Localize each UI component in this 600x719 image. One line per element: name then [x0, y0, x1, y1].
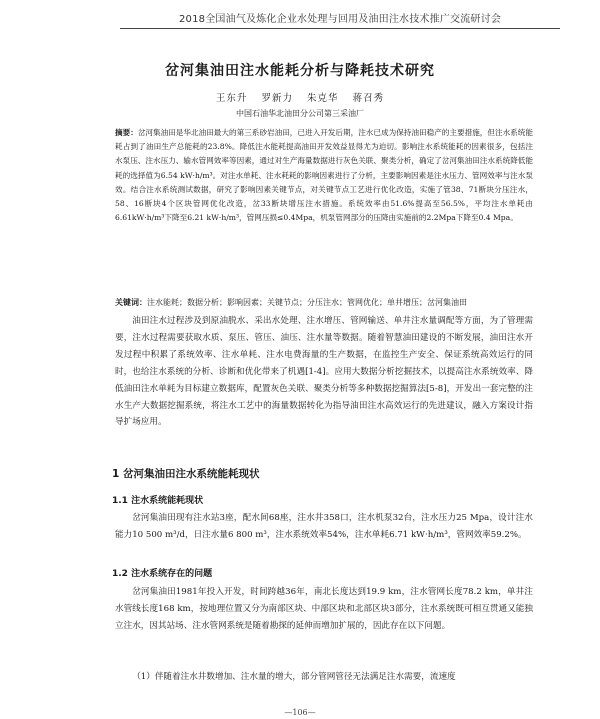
author: 王东升: [215, 93, 248, 104]
section-heading: 1 岔河集油田注水系统能耗现状: [112, 468, 260, 480]
author: 朱克华: [307, 93, 339, 104]
abstract-label: 摘要：: [115, 128, 138, 137]
keywords: [115, 296, 533, 310]
body-paragraph: 岔河集油田1981年投入开发，时间跨越36年，南北长度达到19.9 km，注水管网长度78.2 km，单井注水管线长度168 km，按地理位置又分为南部区块、中部区块和北部区块3部分，注水系统既可相互贯通又能独立注水，因其站场、注水管网系统是随着勘探的延伸而增加扩展的，因此存在以下问题。: [115, 587, 533, 631]
abstract-text: 岔河集油田是华北油田最大的第三系砂岩油田，已进入开发后期，注水已成为保持油田稳产的主要措施，但注水系统能耗占到了油田生产总能耗的23.8%。降低注水能耗提高油田开发效益显得尤为迫切。影响注水系统能耗的因素很多，包括注水泵压、注水压力、输水管网效率等因素，通过对生产海量数据进行灰色关联、聚类分析，确定了岔河集油田注水系统降低能耗的选择值为6.54 kW·h/m³。对注水单耗、注水耗耗的影响因素进行了分析，主要影响因素是注水压力、管网效率与注水泵效。结合注水系统测试数据，研究了影响因素关键节点，对关键节点工艺进行优化改造，实施了管38、71断块分压注水，58、16断块4个区块管网优化改造，岔33断块增压注水措施。系统效率由51.6%提高至56.5%，平均注水单耗由6.61kW·h/m³下降至6.21 kW·h/m³，管网压损≤0.4Mpa，机泵管网部分的压降由实施前的2.2Mpa下降至0.4 Mpa。: [115, 128, 534, 223]
keywords-text: 注水能耗；数据分析；影响因素；关键节点；分压注水；管网优化；单井增压；岔河集油田: [147, 298, 467, 307]
author: 罗新力: [261, 93, 293, 104]
affiliation: 中国石油华北油田分公司第三采油厂: [236, 109, 364, 118]
author: 蒋召秀: [352, 93, 385, 104]
body-paragraph: 岔河集油田现有注水站3座，配水间68座，注水井358口，注水机泵32台，注水压力25 Mpa，设计注水能力10 500 m³/d，日注水量6 800 m³，注水系统效率54%，注水单耗6.71 kW·h/m³，管网效率59.2%。: [115, 513, 533, 540]
keywords-label: 关键词：: [115, 298, 147, 307]
subsection-heading: 1.2 注水系统存在的问题: [112, 569, 213, 579]
intro-paragraph: 油田注水过程涉及到原油脱水、采出水处理、注水增压、管网输送、单井注水量调配等方面，为了管理需要，注水过程需要获取水质、泵压、管压、油压、注水量等数据。随着智慧油田建设的不断发展，油田注水开发过程中积累了系统效率、注水单耗、注水电费海量的生产数据，在监控生产安全、保证系统高效运行的同时，也给注水系统的分析、诊断和优化带来了机遇[1-4]。应用大数据分析挖掘技术，以提高注水系统效率、降低油田注水单耗为目标建立数据库，配置灰色关联、聚类分析等多种数据挖掘算法[5-8]，开发出一套完整的注水生产大数据挖掘系统，将注水工艺中的海量数据转化为指导油田注水高效运行的先进建议，融入方案设计指导扩场应用。: [115, 316, 533, 428]
subsection-heading: 1.1 注水系统能耗现状: [112, 496, 204, 506]
list-item: （1）伴随着注水井数增加、注水量的增大，部分管网管径无法满足注水需要，流速度: [132, 672, 456, 682]
header-rule: [120, 28, 560, 29]
abstract: [115, 126, 533, 225]
paper-title: 岔河集油田注水能耗分析与降耗技术研究: [165, 63, 435, 79]
running-header: 2018全国油气及炼化企业水处理与回用及油田注水技术推广交流研讨会: [178, 14, 502, 25]
page-number: —106—: [284, 708, 316, 717]
author-list: [60, 90, 540, 104]
